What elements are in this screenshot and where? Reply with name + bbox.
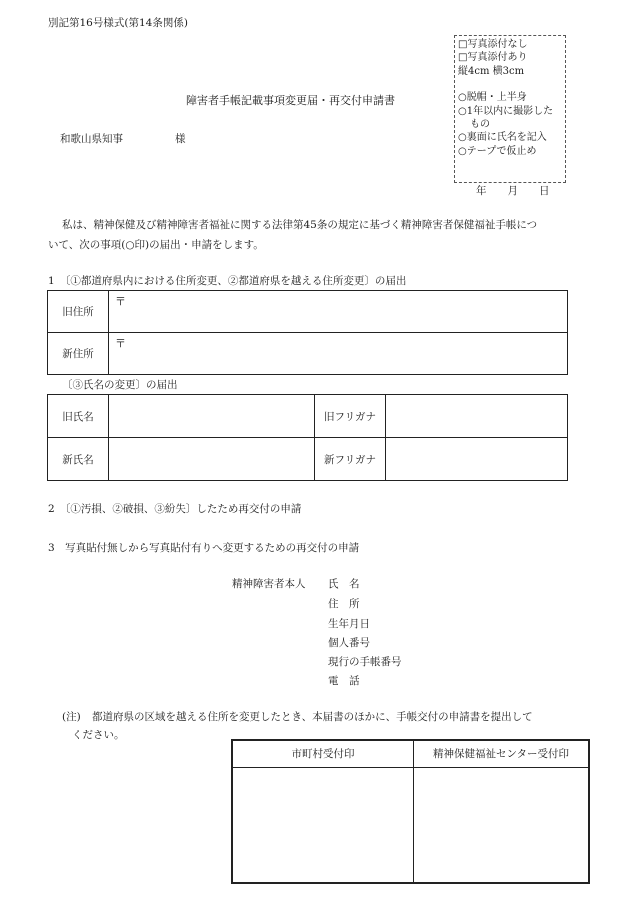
note-line-1: 都道府県の区域を越える住所を変更したとき、本届書のほかに、手帳交付の申請書を提出して — [92, 711, 533, 723]
name-table — [47, 394, 568, 481]
applicant-name-label: 氏 名 — [328, 578, 360, 590]
applicant-birthdate-label: 生年月日 — [328, 618, 370, 630]
photo-rule-3: ○裏面に氏名を記入 — [458, 132, 547, 144]
new-name-field[interactable] — [109, 438, 315, 481]
addressee: 和歌山県知事 — [60, 133, 123, 145]
photo-instructions-box — [454, 35, 566, 183]
center-stamp-label: 精神保健福祉センター受付印 — [414, 740, 590, 767]
intro-line-1: 私は、精神保健及び精神障害者福祉に関する法律第45条の規定に基づく精神障害者保健福祉手帳につ — [62, 219, 538, 231]
applicant-id-number-label: 個人番号 — [328, 637, 370, 649]
note-line-2: ください。 — [72, 729, 125, 741]
date-field[interactable]: 年 月 日 — [476, 185, 550, 197]
photo-rule-1: ○脱帽・上半身 — [458, 92, 527, 104]
applicant-label: 精神障害者本人 — [232, 578, 306, 590]
photo-attached-checkbox[interactable]: □写真添付あり — [458, 52, 528, 64]
new-address-label: 新住所 — [48, 333, 109, 375]
new-kana-label: 新フリガナ — [315, 438, 386, 481]
old-address-field[interactable] — [109, 291, 568, 333]
name-change-heading: 〔③氏名の変更〕の届出 — [62, 379, 178, 391]
honorific: 様 — [175, 133, 186, 145]
old-name-field[interactable] — [109, 395, 315, 438]
applicant-phone-label: 電 話 — [328, 675, 360, 687]
zip-mark: 〒 — [115, 295, 126, 308]
photo-rule-4: ○テープで仮止め — [458, 145, 537, 157]
reception-stamp-table — [231, 739, 590, 884]
section2-heading: 2 〔①汚損、②破損、③紛失〕したため再交付の申請 — [48, 503, 302, 515]
section1-heading: 1 〔①都道府県内における住所変更、②都道府県を越える住所変更〕の届出 — [48, 275, 407, 287]
photo-rule-2b: もの — [470, 119, 490, 131]
photo-rule-2: ○1年以内に撮影した — [458, 105, 554, 117]
note-prefix: (注) — [62, 711, 81, 723]
old-kana-field[interactable] — [386, 395, 568, 438]
old-kana-label: 旧フリガナ — [315, 395, 386, 438]
spacer — [458, 78, 562, 91]
photo-none-checkbox[interactable]: □写真添付なし — [458, 39, 528, 50]
section3-heading: 3 写真貼付無しから写真貼付有りへ変更するための再交付の申請 — [48, 542, 360, 554]
document-title: 障害者手帳記載事項変更届・再交付申請書 — [186, 94, 395, 107]
intro-line-2: いて、次の事項(○印)の届出・申請をします。 — [48, 239, 264, 251]
municipal-stamp-label: 市町村受付印 — [232, 740, 414, 767]
applicant-notebook-number-label: 現行の手帳番号 — [328, 656, 402, 668]
address-table — [47, 290, 568, 375]
new-kana-field[interactable] — [386, 438, 568, 481]
zip-mark: 〒 — [115, 337, 126, 350]
new-name-label: 新氏名 — [48, 438, 109, 481]
center-stamp-area — [414, 767, 590, 883]
municipal-stamp-area — [232, 767, 414, 883]
old-address-label: 旧住所 — [48, 291, 109, 333]
new-address-field[interactable] — [109, 333, 568, 375]
applicant-address-label: 住 所 — [328, 598, 360, 610]
photo-size: 縦4cm 横3cm — [458, 65, 525, 77]
old-name-label: 旧氏名 — [48, 395, 109, 438]
form-id: 別記第16号様式(第14条関係) — [48, 17, 188, 29]
